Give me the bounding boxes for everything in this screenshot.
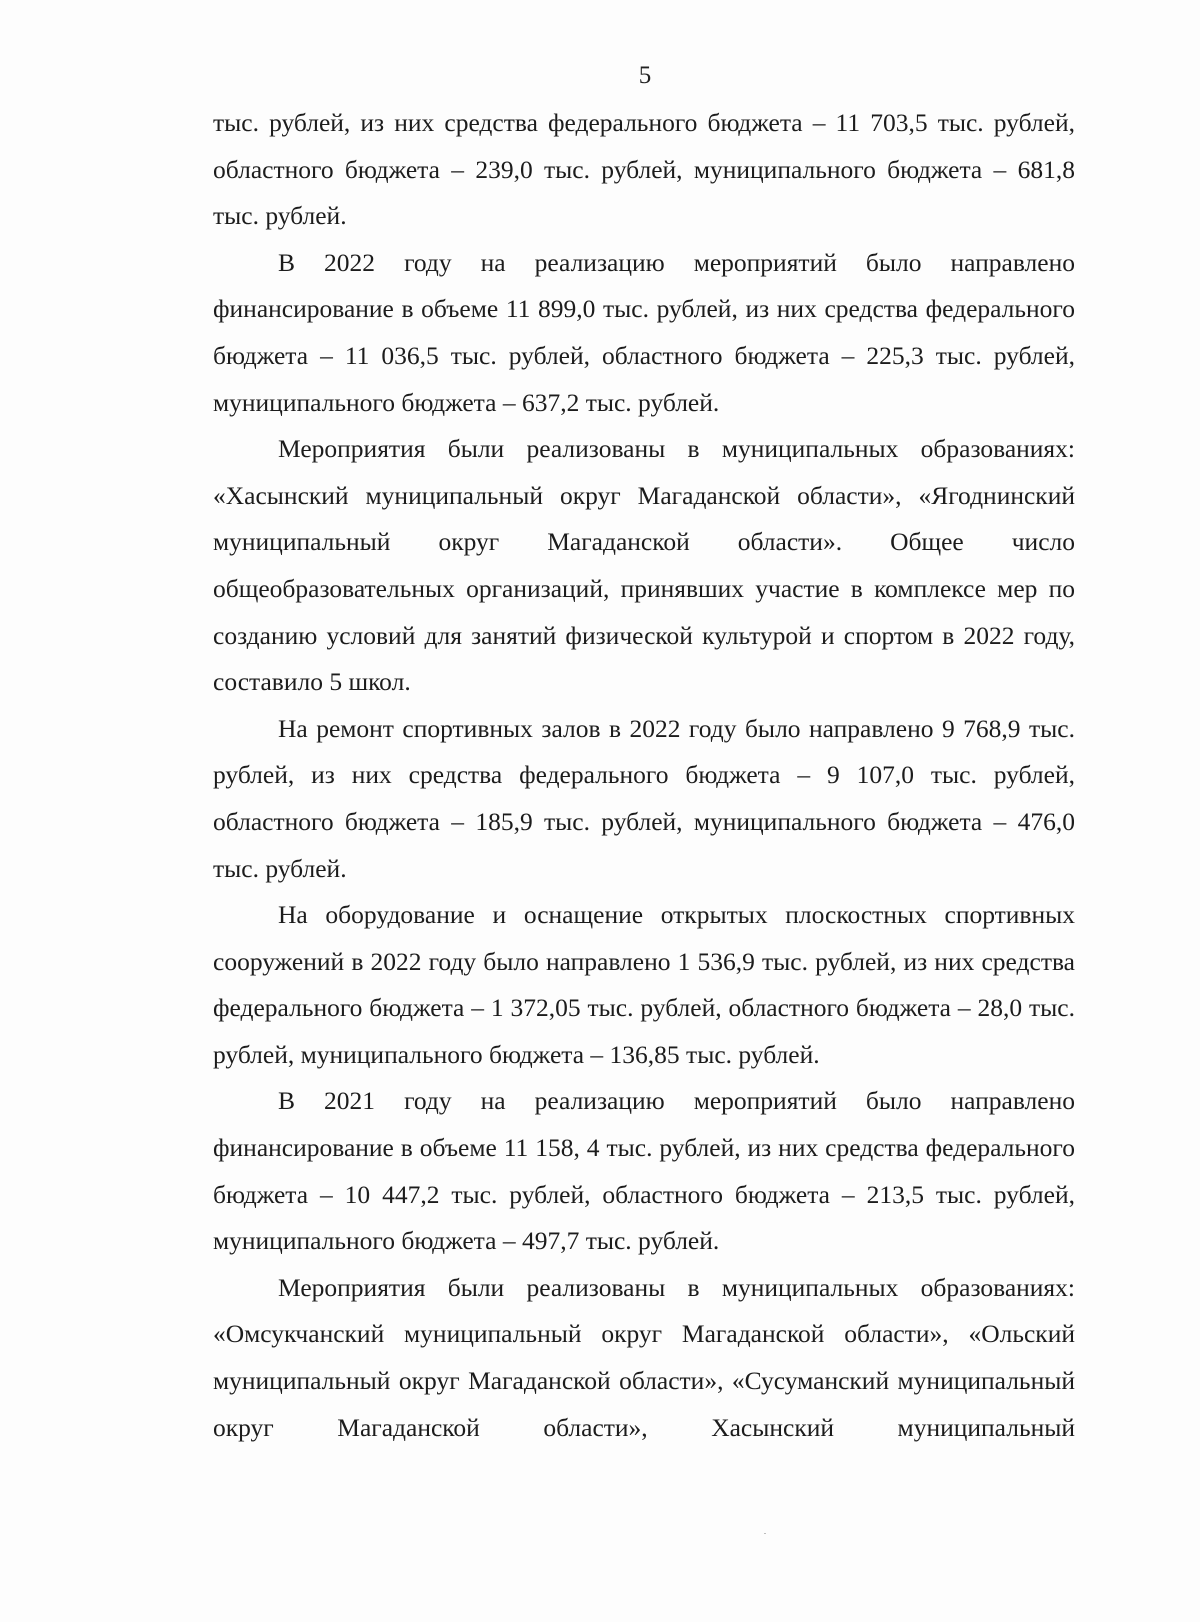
paragraph-continuation: тыс. рублей, из них средства федерального бюджета – 11 703,5 тыс. рублей, областного бюджета – 239,0 тыс. рублей, муниципального бюджета – 681,8 тыс. рублей. — [213, 108, 1075, 231]
paragraph-2022-municipalities: Мероприятия были реализованы в муниципальных образованиях: «Хасынский муниципальный округ Магаданской области», «Ягоднинский муниципальный округ Магаданской области». Общее число общеобразовательных организаций, принявших участие в комплексе мер по созданию условий для занятий физической культурой и спортом в 2022 году, составило 5 школ. — [213, 434, 1075, 697]
paragraph-gym-repair: На ремонт спортивных залов в 2022 году было направлено 9 768,9 тыс. рублей, из них средства федерального бюджета – 9 107,0 тыс. рублей, областного бюджета – 185,9 тыс. рублей, муниципального бюджета – 476,0 тыс. рублей. — [213, 713, 1075, 883]
page-number: 5 — [638, 62, 652, 89]
document-body — [213, 100, 1075, 1451]
paragraph-2021-municipalities: Мероприятия были реализованы в муниципальных образованиях: «Омсукчанский муниципальный округ Магаданской области», «Ольский муниципальный округ Магаданской области», «Сусуманский муниципальный округ Магаданской области», Хасынский муниципальный — [213, 1272, 1075, 1442]
paragraph-2022-financing: В 2022 году на реализацию мероприятий было направлено финансирование в объеме 11 899,0 тыс. рублей, из них средства федерального бюджета – 11 036,5 тыс. рублей, областного бюджета – 225,3 тыс. рублей, муниципального бюджета – 637,2 тыс. рублей. — [213, 247, 1075, 417]
scan-artifact — [764, 1533, 766, 1534]
paragraph-outdoor-facilities: На оборудование и оснащение открытых плоскостных спортивных сооружений в 2022 году было направлено 1 536,9 тыс. рублей, из них средства федерального бюджета – 1 372,05 тыс. рублей, областного бюджета – 28,0 тыс. рублей, муниципального бюджета – 136,85 тыс. рублей. — [213, 900, 1075, 1069]
paragraph-2021-financing: В 2021 году на реализацию мероприятий было направлено финансирование в объеме 11 158, 4 тыс. рублей, из них средства федерального бюджета – 10 447,2 тыс. рублей, областного бюджета – 213,5 тыс. рублей, муниципального бюджета – 497,7 тыс. рублей. — [213, 1086, 1075, 1256]
